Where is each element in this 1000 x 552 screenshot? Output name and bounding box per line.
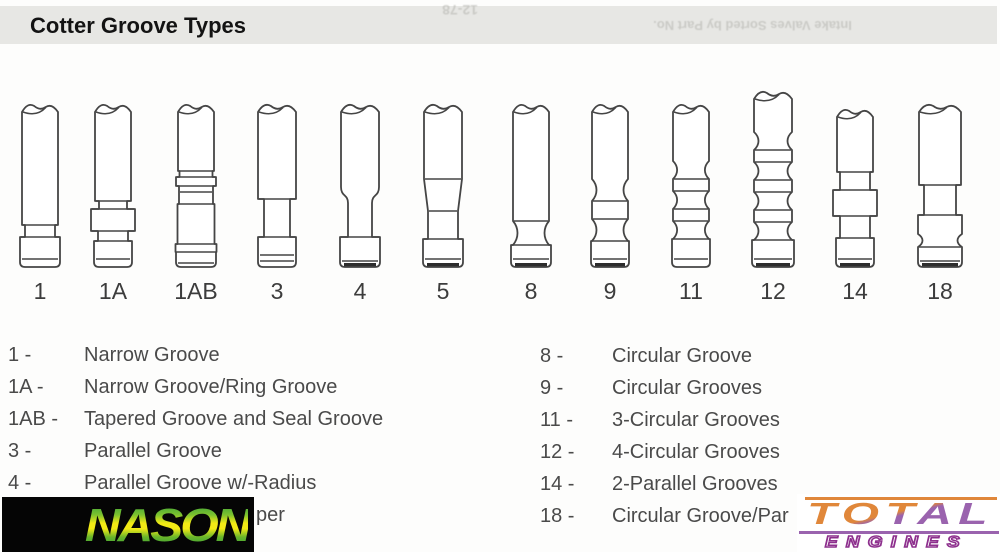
title-bar xyxy=(0,2,997,44)
valve-label-1A: 1A xyxy=(98,278,128,304)
valve-label-11: 11 xyxy=(679,278,703,304)
valve-label-1AB: 1AB xyxy=(174,278,218,304)
valve-figure-11 xyxy=(649,85,733,285)
valve-figure-3 xyxy=(235,85,319,285)
valve-figure-14 xyxy=(813,85,897,285)
legend-row-name: Tapered Groove and Seal Groove xyxy=(84,408,384,430)
legend-row-number: 12 - xyxy=(540,441,575,463)
nason-logo-sticker xyxy=(2,497,254,552)
legend-row-name: Circular Groove xyxy=(612,345,753,367)
valve-label-18: 18 xyxy=(927,278,953,304)
legend-row-name: Narrow Groove xyxy=(84,344,220,366)
legend-covered-fragment: per xyxy=(256,504,285,526)
valve-label-9: 9 xyxy=(603,278,617,304)
legend-row-number: 3 - xyxy=(8,440,32,462)
valve-figure-9 xyxy=(568,85,652,285)
legend-row-name: 3-Circular Grooves xyxy=(612,409,780,431)
legend-row-3 xyxy=(8,440,222,463)
legend-row-8 xyxy=(540,345,752,368)
legend-row-11 xyxy=(540,409,780,432)
valve-label-3: 3 xyxy=(270,278,284,304)
valve-figure-8 xyxy=(489,85,573,285)
legend-row-number: 4 - xyxy=(8,472,32,494)
legend-row-18 xyxy=(540,505,789,528)
nason-logo-text: NASON xyxy=(84,498,248,551)
engines-logo-text: ENGINES xyxy=(825,534,968,551)
legend-row-name: Parallel Groove w/-Radius xyxy=(84,472,317,494)
legend-row-number: 1AB - xyxy=(8,408,59,430)
legend-row-name: Circular Grooves xyxy=(612,377,763,399)
legend-row-name: Narrow Groove/Ring Groove xyxy=(84,376,338,398)
valve-figure-1A xyxy=(71,85,155,285)
total-engines-logo-sticker xyxy=(797,494,1000,552)
valve-figure-18 xyxy=(898,85,982,285)
valve-figure-4 xyxy=(318,85,402,285)
total-logo-text: TOTAL xyxy=(807,496,994,531)
legend-row-1AB xyxy=(8,408,383,431)
legend-row-12 xyxy=(540,441,780,464)
legend-row-9 xyxy=(540,377,762,400)
legend-row-number: 14 - xyxy=(540,473,575,495)
valve-label-4: 4 xyxy=(353,278,367,304)
bleedthrough-text: Intake Valves Sorted by Part No. xyxy=(653,18,852,33)
legend-row-name: Parallel Groove xyxy=(84,440,222,462)
valve-figure-12 xyxy=(731,85,815,285)
valve-label-8: 8 xyxy=(524,278,538,304)
legend-row-name: Circular Groove/Par xyxy=(612,505,789,527)
valve-label-5: 5 xyxy=(436,278,450,304)
valve-figure-5 xyxy=(401,85,485,285)
page-title: Cotter Groove Types xyxy=(30,13,246,38)
legend-row-1 xyxy=(8,344,220,367)
legend-row-number: 11 - xyxy=(540,409,573,431)
legend-row-number: 18 - xyxy=(540,505,575,527)
legend-row-14 xyxy=(540,473,778,496)
valve-label-12: 12 xyxy=(760,278,786,304)
valve-figure-1 xyxy=(0,85,82,285)
legend-row-name: 2-Parallel Grooves xyxy=(612,473,778,495)
legend-row-number: 1 - xyxy=(8,344,32,366)
valve-label-1: 1 xyxy=(33,278,47,304)
legend-row-number: 1A - xyxy=(8,376,44,398)
legend-row-1A xyxy=(8,376,337,399)
legend-row-number: 8 - xyxy=(540,345,564,367)
legend-row-4 xyxy=(8,472,316,495)
legend-row-name: 4-Circular Grooves xyxy=(612,441,780,463)
valve-figure-1AB xyxy=(154,85,238,285)
bleedthrough-page-number: 12-78 xyxy=(442,2,478,18)
legend-row-number: 9 - xyxy=(540,377,564,399)
valve-label-14: 14 xyxy=(842,278,868,304)
valve-diagram xyxy=(0,85,1000,285)
